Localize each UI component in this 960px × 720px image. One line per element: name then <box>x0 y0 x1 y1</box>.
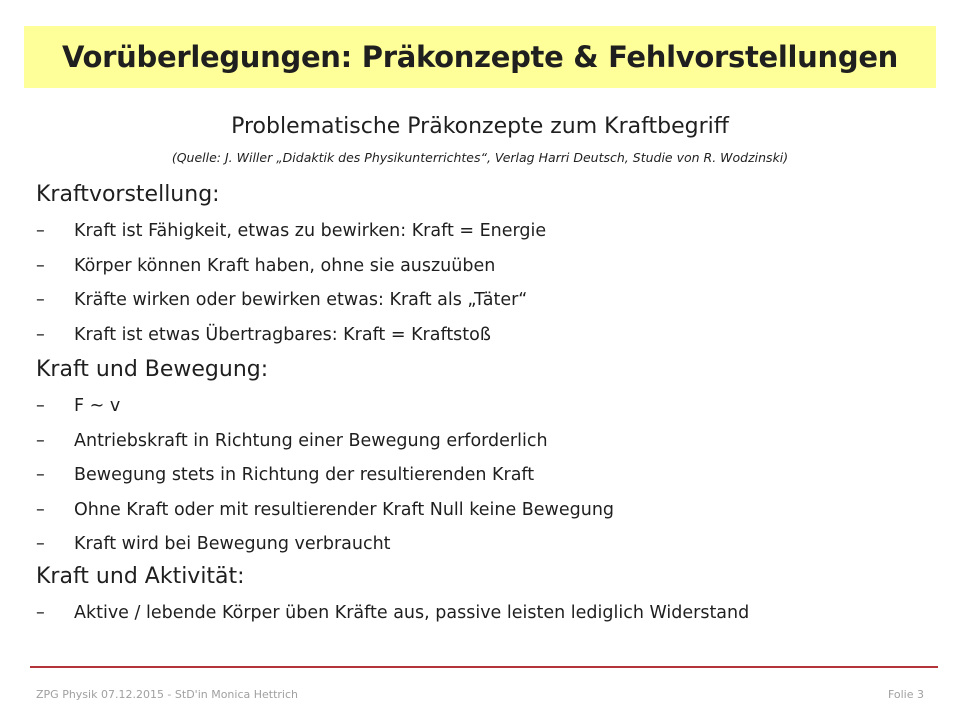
list-item <box>36 249 936 284</box>
dash-bullet: – <box>36 603 45 623</box>
dash-bullet: – <box>36 255 45 276</box>
list-item <box>36 596 936 630</box>
list-item-text: Aktive / lebende Körper üben Kräfte aus, passive leisten lediglich Widerstand <box>74 603 750 623</box>
list-item <box>36 283 936 318</box>
footer-slide-number: Folie 3 <box>887 688 924 701</box>
bullet-list <box>36 596 936 630</box>
list-item-text: Kraft ist Fähigkeit, etwas zu bewirken: Kraft = Energie <box>74 221 547 241</box>
section-kraft-und-aktivitaet <box>36 562 936 630</box>
list-item <box>36 493 936 528</box>
dash-bullet: – <box>36 290 45 310</box>
list-item-text: Ohne Kraft oder mit resultierender Kraft Null keine Bewegung <box>74 499 615 520</box>
section-heading: Kraft und Aktivität: <box>36 564 245 589</box>
title-bar <box>24 26 936 88</box>
list-item-text: Antriebskraft in Richtung einer Bewegung erforderlich <box>74 430 548 451</box>
list-item-text: Bewegung stets in Richtung der resultierenden Kraft <box>74 465 535 485</box>
footer-divider <box>30 666 938 668</box>
list-item <box>36 389 936 424</box>
list-item-text: Kraft wird bei Bewegung verbraucht <box>74 534 391 554</box>
slide-title: Vorüberlegungen: Präkonzepte & Fehlvorstellungen <box>61 40 899 74</box>
bullet-list <box>36 389 936 562</box>
list-item-text: Körper können Kraft haben, ohne sie auszuüben <box>74 255 496 276</box>
list-item-text: F ~ v <box>74 396 121 416</box>
list-item <box>36 318 936 353</box>
dash-bullet: – <box>36 430 45 451</box>
footer-author: ZPG Physik 07.12.2015 - StD'in Monica Hettrich <box>36 688 299 701</box>
list-item <box>36 527 936 562</box>
dash-bullet: – <box>36 221 45 241</box>
source-citation: (Quelle: J. Willer „Didaktik des Physikunterrichtes“, Verlag Harri Deutsch, Studie von R. Wodzinski) <box>171 150 789 165</box>
bullet-list <box>36 214 936 352</box>
section-kraft-und-bewegung <box>36 355 936 562</box>
list-item <box>36 458 936 493</box>
list-item-text: Kräfte wirken oder bewirken etwas: Kraft als „Täter“ <box>74 290 528 310</box>
list-item-text: Kraft ist etwas Übertragbares: Kraft = Kraftstoß <box>74 324 491 345</box>
section-kraftvorstellung <box>36 180 936 352</box>
section-heading: Kraft und Bewegung: <box>36 357 269 382</box>
dash-bullet: – <box>36 499 45 520</box>
dash-bullet: – <box>36 465 45 485</box>
list-item <box>36 214 936 249</box>
slide-subtitle: Problematische Präkonzepte zum Kraftbegriff <box>231 114 729 139</box>
dash-bullet: – <box>36 534 45 554</box>
list-item <box>36 424 936 459</box>
dash-bullet: – <box>36 324 45 345</box>
dash-bullet: – <box>36 396 45 416</box>
section-heading: Kraftvorstellung: <box>36 182 220 207</box>
